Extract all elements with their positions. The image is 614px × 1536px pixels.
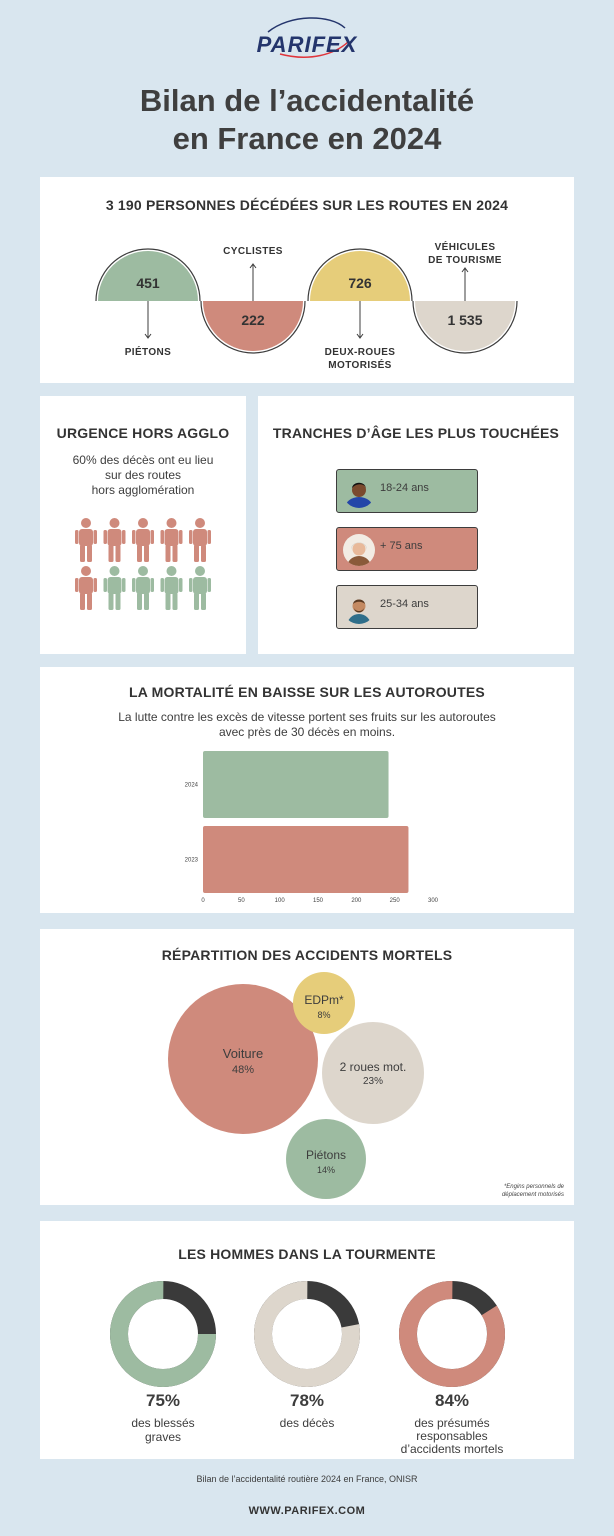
ages-title: TRANCHES D’ÂGE LES PLUS TOUCHÉES [272, 425, 560, 441]
bar-category-label: 2023 [184, 857, 198, 864]
autoroutes-title: LA MORTALITÉ EN BAISSE SUR LES AUTOROUTES [129, 684, 485, 700]
repartition-card [40, 929, 574, 1205]
bubble-edpm [293, 972, 355, 1034]
person-icon [189, 566, 211, 610]
bubble-2-roues-name: 2 roues mot. [339, 1060, 407, 1074]
urgence-line1: 60% des décès ont eu lieu [72, 453, 214, 467]
ages-card [258, 396, 574, 654]
donut-3-pct: 84% [434, 1391, 470, 1410]
donut-arc [391, 1273, 512, 1394]
urgence-card [40, 396, 246, 654]
pietons-label: PIÉTONS [124, 347, 172, 358]
logo-text: PARIFEX [256, 32, 358, 57]
donut-3-cap2: responsables [416, 1429, 488, 1443]
bar-2023 [203, 826, 408, 893]
urgence-line2: sur des routes [104, 468, 182, 482]
bubble-voiture-name: Voiture [222, 1046, 264, 1061]
deux-roues-label-line1: DEUX-ROUES [324, 347, 396, 358]
x-tick-label: 100 [274, 898, 285, 904]
bar-category-label: 2024 [184, 782, 198, 789]
bar-2024 [203, 751, 389, 818]
page-title-line2: en France en 2024 [172, 121, 442, 156]
deux-roues-label-line2: MOTORISÉS [328, 360, 392, 371]
bubble-pietons-pct: 14% [316, 1165, 335, 1175]
page-title-line1: Bilan de l’accidentalité [139, 83, 475, 118]
young-man-avatar-icon [343, 476, 375, 508]
person-icon [104, 518, 126, 562]
vehicules-value: 1 535 [447, 312, 483, 328]
hommes-card [40, 1221, 574, 1459]
repartition-title: RÉPARTITION DES ACCIDENTS MORTELS [161, 947, 453, 963]
x-tick-label: 200 [351, 898, 362, 904]
donut-1-cap1: des blessés [131, 1416, 195, 1430]
hommes-title: LES HOMMES DANS LA TOURMENTE [178, 1246, 436, 1262]
x-tick-label: 50 [237, 898, 245, 904]
donut-2-pct: 78% [289, 1391, 325, 1410]
repartition-footnote-line2: déplacement motorisés [501, 1192, 564, 1198]
autoroutes-card [40, 667, 574, 913]
bar-chart [40, 667, 574, 913]
footer-url-link[interactable]: WWW.PARIFEX.COM [248, 1505, 366, 1517]
age-label-25-34: 25-34 ans [380, 598, 429, 610]
x-tick-label: 300 [427, 898, 439, 904]
age-label-75-plus: + 75 ans [380, 540, 423, 552]
man-avatar-icon [343, 592, 375, 624]
x-tick-label: 0 [201, 898, 205, 904]
cyclistes-label: CYCLISTES [223, 246, 283, 257]
urgence-title: URGENCE HORS AGGLO [56, 425, 230, 441]
person-icon [132, 518, 154, 562]
person-icon [104, 566, 126, 610]
person-icon [161, 518, 183, 562]
repartition-footnote-line1: *Engins personnels de [503, 1184, 564, 1190]
donut-3-cap1: des présumés [414, 1416, 490, 1430]
donut-1-pct: 75% [145, 1391, 181, 1410]
bubble-pietons [286, 1119, 366, 1199]
deux-roues-value: 726 [348, 275, 372, 291]
person-icon [75, 518, 97, 562]
person-icon [132, 566, 154, 610]
deaths-title: 3 190 PERSONNES DÉCÉDÉES SUR LES ROUTES EN 2024 [105, 197, 509, 213]
age-item-25-34 [336, 585, 478, 629]
vehicules-label-line1: VÉHICULES [434, 242, 496, 253]
person-icon [161, 566, 183, 610]
person-icon [189, 518, 211, 562]
footer-source: Bilan de l’accidentalité routière 2024 en France, ONISR [196, 1474, 418, 1484]
cyclistes-value: 222 [241, 312, 265, 328]
x-tick-label: 150 [312, 898, 324, 904]
autoroutes-line1: La lutte contre les excès de vitesse portent ses fruits sur les autoroutes [118, 710, 496, 724]
donut-1-cap2: graves [144, 1430, 182, 1444]
logo [0, 14, 614, 64]
age-label-18-24: 18-24 ans [380, 482, 429, 494]
bubble-2-roues-pct: 23% [362, 1076, 383, 1087]
vehicules-label-line2: DE TOURISME [428, 255, 502, 266]
x-tick-label: 250 [389, 898, 400, 904]
donut-3-cap3: d’accidents mortels [400, 1442, 504, 1456]
urgence-line3: hors agglomération [91, 483, 195, 497]
bubble-2-roues [322, 1022, 424, 1124]
elderly-woman-avatar-icon [343, 534, 375, 566]
age-item-18-24 [336, 469, 478, 513]
donut-2-cap1: des décès [279, 1416, 335, 1430]
person-icon [75, 566, 97, 610]
deaths-card [40, 177, 574, 383]
bubble-edpm-pct: 8% [317, 1010, 331, 1020]
age-item-75-plus [336, 527, 478, 571]
bubble-edpm-name: EDPm* [304, 993, 344, 1007]
pietons-value: 451 [136, 275, 160, 291]
autoroutes-line2: avec près de 30 décès en moins. [218, 725, 396, 739]
bubble-pietons-name: Piétons [305, 1148, 347, 1162]
people-grid [74, 518, 214, 610]
bubble-voiture-pct: 48% [231, 1064, 255, 1076]
